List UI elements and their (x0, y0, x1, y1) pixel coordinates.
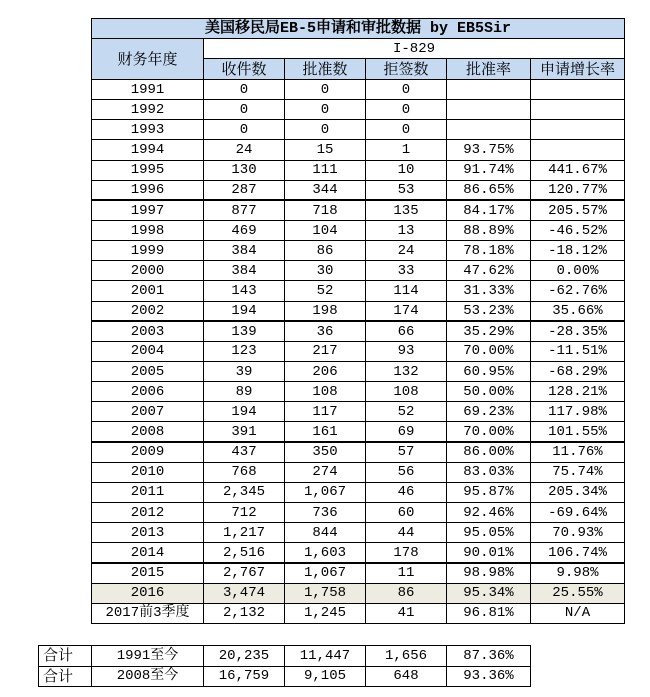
data-row (92, 100, 625, 120)
data-row (92, 180, 625, 200)
cell-received: 1,217 (204, 523, 285, 543)
data-row (92, 583, 625, 603)
cell-growth-rate: N/A (531, 603, 625, 623)
cell-denied: 56 (366, 462, 447, 482)
data-row (92, 200, 625, 220)
cell-year: 1992 (92, 100, 204, 120)
cell-denied: 108 (366, 382, 447, 402)
cell-approval-rate: 69.23% (447, 402, 531, 422)
cell-year: 2011 (92, 482, 204, 502)
cell-approval-rate: 95.34% (447, 583, 531, 603)
cell-denied: 66 (366, 321, 447, 341)
cell-approved: 274 (285, 462, 366, 482)
data-row (92, 341, 625, 361)
cell-approved: 736 (285, 502, 366, 522)
cell-denied: 24 (366, 241, 447, 261)
cell-denied: 53 (366, 180, 447, 200)
cell-received: 2,516 (204, 543, 285, 563)
cell-growth-rate: 75.74% (531, 462, 625, 482)
summary-cell-received: 20,235 (204, 646, 285, 667)
summary-cell-period: 2008至今 (92, 666, 204, 687)
cell-denied: 46 (366, 482, 447, 502)
cell-year: 1999 (92, 241, 204, 261)
cell-denied: 57 (366, 442, 447, 462)
col-header-approved: 批准数 (285, 59, 366, 80)
data-row (92, 502, 625, 522)
summary-cell-denied: 1,656 (366, 646, 447, 667)
cell-received: 469 (204, 220, 285, 240)
title-row (92, 19, 625, 39)
cell-growth-rate: 11.76% (531, 442, 625, 462)
cell-approval-rate: 84.17% (447, 200, 531, 220)
cell-approval-rate: 47.62% (447, 261, 531, 281)
data-row (92, 603, 625, 623)
cell-approval-rate: 78.18% (447, 241, 531, 261)
cell-received: 0 (204, 80, 285, 100)
cell-approval-rate: 95.87% (447, 482, 531, 502)
data-row (92, 523, 625, 543)
cell-approved: 350 (285, 442, 366, 462)
cell-growth-rate: 120.77% (531, 180, 625, 200)
cell-denied: 52 (366, 402, 447, 422)
data-row (92, 482, 625, 502)
cell-growth-rate: 101.55% (531, 422, 625, 442)
cell-approved: 161 (285, 422, 366, 442)
cell-received: 877 (204, 200, 285, 220)
col-header-growth-rate: 申请增长率 (531, 59, 625, 80)
cell-approved: 111 (285, 160, 366, 180)
cell-year: 2015 (92, 563, 204, 583)
cell-denied: 0 (366, 120, 447, 140)
summary-table (38, 645, 531, 687)
cell-approval-rate: 88.89% (447, 220, 531, 240)
cell-growth-rate: 35.66% (531, 301, 625, 321)
cell-denied: 93 (366, 341, 447, 361)
cell-approval-rate: 90.01% (447, 543, 531, 563)
cell-year: 1995 (92, 160, 204, 180)
cell-denied: 41 (366, 603, 447, 623)
cell-growth-rate (531, 100, 625, 120)
cell-received: 123 (204, 341, 285, 361)
cell-growth-rate: -69.64% (531, 502, 625, 522)
cell-growth-rate: 9.98% (531, 563, 625, 583)
cell-growth-rate: 25.55% (531, 583, 625, 603)
cell-year: 2008 (92, 422, 204, 442)
cell-growth-rate: -46.52% (531, 220, 625, 240)
cell-growth-rate: 441.67% (531, 160, 625, 180)
cell-year: 1998 (92, 220, 204, 240)
cell-approved: 86 (285, 241, 366, 261)
data-row (92, 281, 625, 301)
cell-received: 39 (204, 361, 285, 381)
cell-approved: 52 (285, 281, 366, 301)
summary-row (39, 646, 531, 667)
cell-received: 0 (204, 100, 285, 120)
data-row (92, 442, 625, 462)
data-row (92, 361, 625, 381)
cell-denied: 69 (366, 422, 447, 442)
cell-year: 1997 (92, 200, 204, 220)
cell-received: 391 (204, 422, 285, 442)
data-row (92, 422, 625, 442)
cell-approved: 15 (285, 140, 366, 160)
cell-year: 2014 (92, 543, 204, 563)
cell-approval-rate (447, 100, 531, 120)
cell-year: 2005 (92, 361, 204, 381)
cell-growth-rate: -62.76% (531, 281, 625, 301)
cell-growth-rate: -68.29% (531, 361, 625, 381)
summary-cell-approval-rate: 87.36% (447, 646, 531, 667)
table-header (92, 19, 625, 80)
cell-growth-rate: 205.34% (531, 482, 625, 502)
data-row (92, 382, 625, 402)
cell-denied: 33 (366, 261, 447, 281)
cell-approved: 30 (285, 261, 366, 281)
cell-received: 143 (204, 281, 285, 301)
cell-received: 24 (204, 140, 285, 160)
data-row (92, 543, 625, 563)
cell-received: 712 (204, 502, 285, 522)
form-header-row (92, 39, 625, 59)
cell-denied: 132 (366, 361, 447, 381)
cell-approved: 1,603 (285, 543, 366, 563)
cell-year: 2000 (92, 261, 204, 281)
cell-year: 2012 (92, 502, 204, 522)
cell-approval-rate (447, 80, 531, 100)
cell-denied: 1 (366, 140, 447, 160)
cell-received: 0 (204, 120, 285, 140)
cell-denied: 13 (366, 220, 447, 240)
data-rows (92, 80, 625, 624)
data-row (92, 321, 625, 341)
cell-approved: 206 (285, 361, 366, 381)
cell-approved: 36 (285, 321, 366, 341)
cell-year: 2007 (92, 402, 204, 422)
cell-denied: 0 (366, 80, 447, 100)
col-header-received: 收件数 (204, 59, 285, 80)
cell-year: 2017前3季度 (92, 603, 204, 623)
cell-year: 1993 (92, 120, 204, 140)
cell-received: 194 (204, 402, 285, 422)
cell-year: 2002 (92, 301, 204, 321)
cell-received: 768 (204, 462, 285, 482)
cell-year: 2009 (92, 442, 204, 462)
cell-year: 2013 (92, 523, 204, 543)
cell-growth-rate (531, 120, 625, 140)
cell-growth-rate: 205.57% (531, 200, 625, 220)
data-row (92, 160, 625, 180)
cell-growth-rate: 117.98% (531, 402, 625, 422)
cell-approval-rate: 96.81% (447, 603, 531, 623)
cell-approval-rate: 53.23% (447, 301, 531, 321)
cell-approval-rate: 83.03% (447, 462, 531, 482)
cell-received: 130 (204, 160, 285, 180)
cell-year: 1991 (92, 80, 204, 100)
cell-approval-rate: 70.00% (447, 341, 531, 361)
cell-approved: 0 (285, 100, 366, 120)
summary-cell-approved: 11,447 (285, 646, 366, 667)
cell-year: 1994 (92, 140, 204, 160)
cell-approved: 344 (285, 180, 366, 200)
cell-received: 89 (204, 382, 285, 402)
cell-year: 2003 (92, 321, 204, 341)
cell-approved: 1,067 (285, 482, 366, 502)
cell-denied: 10 (366, 160, 447, 180)
cell-approved: 1,245 (285, 603, 366, 623)
cell-denied: 60 (366, 502, 447, 522)
cell-received: 139 (204, 321, 285, 341)
data-row (92, 220, 625, 240)
cell-received: 384 (204, 261, 285, 281)
cell-received: 437 (204, 442, 285, 462)
cell-approval-rate: 92.46% (447, 502, 531, 522)
cell-approval-rate: 50.00% (447, 382, 531, 402)
summary-cell-label: 合计 (39, 666, 92, 687)
cell-approved: 844 (285, 523, 366, 543)
cell-received: 384 (204, 241, 285, 261)
cell-approval-rate: 86.65% (447, 180, 531, 200)
cell-approved: 0 (285, 120, 366, 140)
cell-denied: 0 (366, 100, 447, 120)
cell-received: 2,132 (204, 603, 285, 623)
cell-approved: 117 (285, 402, 366, 422)
data-row (92, 402, 625, 422)
cell-denied: 114 (366, 281, 447, 301)
cell-growth-rate: 128.21% (531, 382, 625, 402)
cell-approval-rate: 70.00% (447, 422, 531, 442)
eb5-i829-table (91, 18, 625, 624)
cell-denied: 135 (366, 200, 447, 220)
cell-approval-rate: 93.75% (447, 140, 531, 160)
cell-growth-rate: -28.35% (531, 321, 625, 341)
cell-year: 2001 (92, 281, 204, 301)
cell-received: 287 (204, 180, 285, 200)
data-row (92, 241, 625, 261)
data-row (92, 462, 625, 482)
cell-year: 2004 (92, 341, 204, 361)
cell-growth-rate (531, 80, 625, 100)
form-i829-header: I-829 (204, 39, 625, 59)
cell-approval-rate: 60.95% (447, 361, 531, 381)
cell-growth-rate: 106.74% (531, 543, 625, 563)
cell-growth-rate: 70.93% (531, 523, 625, 543)
cell-received: 2,345 (204, 482, 285, 502)
cell-growth-rate (531, 140, 625, 160)
cell-received: 2,767 (204, 563, 285, 583)
data-row (92, 563, 625, 583)
col-header-denied: 拒签数 (366, 59, 447, 80)
summary-rows (39, 646, 531, 687)
data-row (92, 261, 625, 281)
cell-approved: 718 (285, 200, 366, 220)
cell-year: 2010 (92, 462, 204, 482)
cell-approval-rate: 91.74% (447, 160, 531, 180)
cell-growth-rate: 0.00% (531, 261, 625, 281)
cell-approval-rate (447, 120, 531, 140)
cell-year: 2006 (92, 382, 204, 402)
summary-cell-approval-rate: 93.36% (447, 666, 531, 687)
cell-approval-rate: 98.98% (447, 563, 531, 583)
cell-received: 3,474 (204, 583, 285, 603)
fiscal-year-header: 财务年度 (92, 39, 204, 80)
cell-approved: 1,067 (285, 563, 366, 583)
cell-denied: 178 (366, 543, 447, 563)
cell-approved: 217 (285, 341, 366, 361)
summary-row (39, 666, 531, 687)
cell-approval-rate: 35.29% (447, 321, 531, 341)
cell-approval-rate: 86.00% (447, 442, 531, 462)
cell-growth-rate: -18.12% (531, 241, 625, 261)
cell-year: 1996 (92, 180, 204, 200)
cell-year: 2016 (92, 583, 204, 603)
summary-cell-label: 合计 (39, 646, 92, 667)
cell-approval-rate: 95.05% (447, 523, 531, 543)
data-row (92, 140, 625, 160)
cell-approval-rate: 31.33% (447, 281, 531, 301)
summary-cell-period: 1991至今 (92, 646, 204, 667)
col-header-approval-rate: 批准率 (447, 59, 531, 80)
cell-denied: 86 (366, 583, 447, 603)
cell-received: 194 (204, 301, 285, 321)
cell-approved: 104 (285, 220, 366, 240)
data-row (92, 80, 625, 100)
data-row (92, 120, 625, 140)
cell-growth-rate: -11.51% (531, 341, 625, 361)
table-title: 美国移民局EB-5申请和审批数据 by EB5Sir (92, 19, 625, 39)
cell-approved: 1,758 (285, 583, 366, 603)
cell-approved: 108 (285, 382, 366, 402)
summary-cell-approved: 9,105 (285, 666, 366, 687)
cell-approved: 0 (285, 80, 366, 100)
summary-cell-denied: 648 (366, 666, 447, 687)
data-row (92, 301, 625, 321)
cell-approved: 198 (285, 301, 366, 321)
cell-denied: 174 (366, 301, 447, 321)
cell-denied: 44 (366, 523, 447, 543)
cell-denied: 11 (366, 563, 447, 583)
summary-cell-received: 16,759 (204, 666, 285, 687)
